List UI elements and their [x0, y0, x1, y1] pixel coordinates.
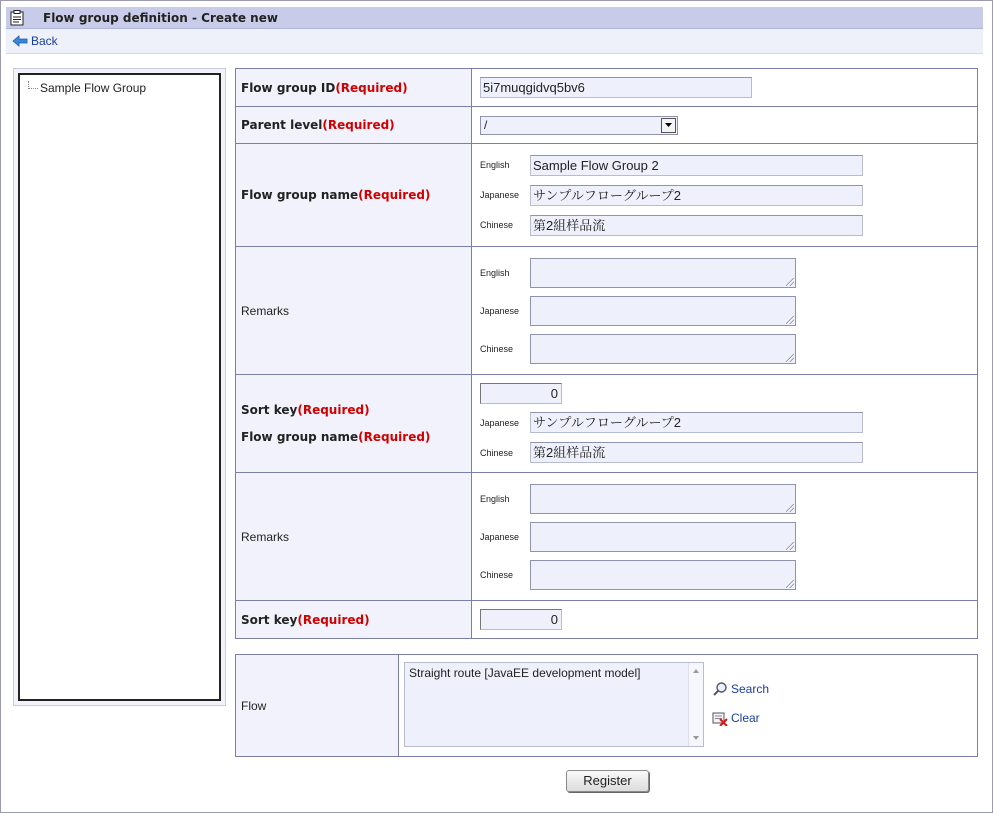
remarks-label: Remarks	[236, 247, 472, 375]
tree-node-sample-flow-group[interactable]	[28, 81, 146, 95]
page-title: Flow group definition - Create new	[43, 11, 278, 25]
select-value: /	[484, 117, 488, 132]
field-label: Sort key	[241, 402, 298, 417]
remarks-japanese-textarea[interactable]	[530, 522, 796, 552]
lang-row-chinese	[480, 438, 976, 468]
lang-label: Chinese	[480, 569, 514, 580]
sort-key-row	[480, 380, 976, 408]
flow-group-name-label	[236, 144, 472, 247]
flow-group-name-label	[241, 424, 470, 451]
required-marker: (Required)	[358, 429, 431, 444]
row-remarks-2	[236, 473, 978, 601]
definition-form	[235, 68, 978, 639]
remarks-english-textarea[interactable]	[530, 484, 796, 514]
back-label: Back	[31, 34, 58, 48]
sort-key-label-cell	[236, 375, 472, 473]
scroll-down-icon[interactable]	[693, 736, 699, 740]
scroll-up-icon[interactable]	[693, 669, 699, 673]
row-remarks-1	[236, 247, 978, 375]
tree-connector	[28, 81, 38, 89]
lang-label: Chinese	[480, 343, 514, 354]
resize-grip-icon[interactable]	[786, 504, 794, 512]
toolbar	[6, 29, 983, 54]
remarks-label: Remarks	[236, 473, 472, 601]
name-chinese-input[interactable]: 第2組样品流	[530, 442, 863, 463]
name-japanese-input[interactable]: サンプルフローグループ2	[530, 185, 863, 206]
sort-key-input[interactable]: 0	[480, 609, 562, 630]
search-icon	[712, 681, 728, 697]
flow-label: Flow	[236, 655, 399, 757]
resize-grip-icon[interactable]	[786, 278, 794, 286]
sort-key-cell	[472, 601, 978, 639]
flow-list[interactable]	[404, 662, 704, 747]
lang-row-english	[480, 254, 976, 292]
lang-label: Japanese	[480, 190, 520, 200]
row-parent-level	[236, 107, 978, 144]
lang-row-english	[480, 150, 976, 180]
remarks-chinese-textarea[interactable]	[530, 334, 796, 364]
tree-panel	[13, 68, 226, 706]
row-sort-key-name	[236, 375, 978, 473]
field-label: Sort key	[241, 612, 298, 627]
flow-group-id-input[interactable]: 5i7muqgidvq5bv6	[480, 77, 752, 98]
resize-grip-icon[interactable]	[786, 542, 794, 550]
lang-label: Chinese	[480, 220, 514, 230]
lang-row-japanese	[480, 408, 976, 438]
resize-grip-icon[interactable]	[786, 580, 794, 588]
remarks-chinese-textarea[interactable]	[530, 560, 796, 590]
lang-row-chinese	[480, 210, 976, 240]
lang-label: English	[480, 267, 510, 278]
parent-level-select[interactable]	[480, 116, 678, 135]
clear-button[interactable]	[712, 710, 760, 726]
lang-row-chinese	[480, 556, 976, 594]
resize-grip-icon[interactable]	[786, 316, 794, 324]
lang-row-japanese	[480, 180, 976, 210]
remarks-japanese-textarea[interactable]	[530, 296, 796, 326]
flow-group-id-cell	[472, 69, 978, 107]
scrollbar[interactable]	[688, 663, 703, 746]
sort-key-label	[236, 601, 472, 639]
title-bar	[6, 7, 983, 29]
remarks-cell	[472, 247, 978, 375]
lang-row-japanese	[480, 292, 976, 330]
parent-level-cell	[472, 107, 978, 144]
resize-grip-icon[interactable]	[786, 354, 794, 362]
row-flow-group-id	[236, 69, 978, 107]
lang-label: Chinese	[480, 447, 514, 458]
sort-key-label	[241, 397, 470, 424]
search-button[interactable]	[712, 681, 769, 697]
clear-label: Clear	[731, 711, 760, 725]
document-icon	[10, 10, 24, 26]
field-label: Parent level	[241, 118, 323, 132]
field-label: Flow group ID	[241, 80, 336, 95]
lang-label: Japanese	[480, 305, 520, 316]
sort-key-cell	[472, 375, 978, 473]
chevron-down-icon[interactable]	[661, 118, 676, 133]
name-english-input[interactable]: Sample Flow Group 2	[530, 155, 863, 176]
lang-row-chinese	[480, 330, 976, 368]
flow-group-name-cell	[472, 144, 978, 247]
search-label: Search	[731, 682, 770, 696]
remarks-cell	[472, 473, 978, 601]
lang-row-japanese	[480, 518, 976, 556]
name-chinese-input[interactable]: 第2組样品流	[530, 215, 863, 236]
clear-icon	[712, 710, 728, 726]
lang-label: Japanese	[480, 417, 520, 428]
tree-node-label: Sample Flow Group	[40, 81, 147, 95]
flow-value: Straight route [JavaEE development model]	[409, 666, 641, 680]
field-label: Flow group name	[241, 188, 359, 202]
row-sort-key-2	[236, 601, 978, 639]
lang-label: Japanese	[480, 531, 520, 542]
required-marker: (Required)	[358, 188, 431, 202]
required-marker: (Required)	[335, 80, 408, 95]
back-link[interactable]	[12, 33, 58, 49]
tree-view	[18, 73, 221, 701]
sort-key-input[interactable]: 0	[480, 383, 562, 404]
parent-level-label	[236, 107, 472, 144]
lang-row-english	[480, 480, 976, 518]
remarks-english-textarea[interactable]	[530, 258, 796, 288]
required-marker: (Required)	[297, 402, 370, 417]
flow-group-id-label	[236, 69, 472, 107]
lang-label: English	[480, 160, 510, 170]
field-label: Flow group name	[241, 429, 359, 444]
name-japanese-input[interactable]: サンプルフローグループ2	[530, 412, 863, 433]
register-button[interactable]: Register	[566, 770, 649, 792]
lang-label: English	[480, 493, 510, 504]
back-arrow-icon	[12, 35, 28, 47]
required-marker: (Required)	[322, 118, 395, 132]
required-marker: (Required)	[297, 612, 370, 627]
row-flow-group-name	[236, 144, 978, 247]
